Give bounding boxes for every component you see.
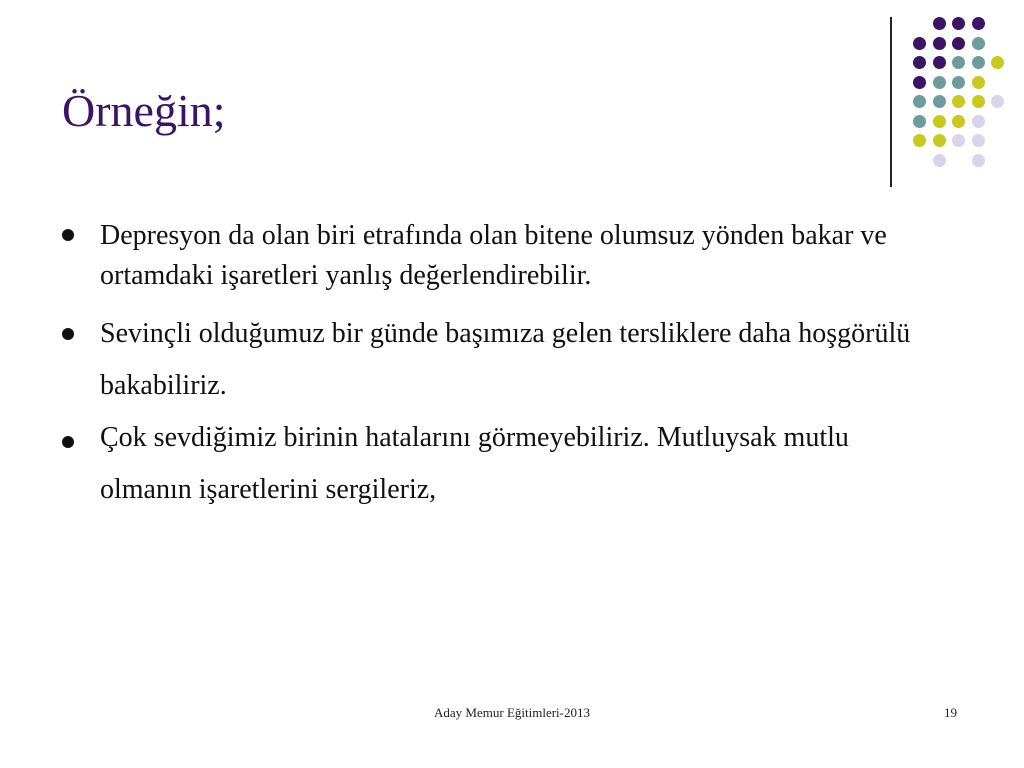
dot-grid-dot: [972, 37, 985, 50]
title-divider: [890, 17, 892, 187]
dot-grid-dot: [972, 56, 985, 69]
dot-grid-dot: [933, 37, 946, 50]
dot-grid-dot: [952, 17, 965, 30]
dot-grid-dot: [933, 17, 946, 30]
dot-grid-dot: [952, 95, 965, 108]
footer-text: Aday Memur Eğitimleri-2013: [434, 705, 590, 720]
dot-grid-dot: [991, 56, 1004, 69]
dot-grid-dot: [972, 134, 985, 147]
dot-grid-dot: [913, 76, 926, 89]
dot-grid-dot: [933, 95, 946, 108]
dot-grid-dot: [952, 76, 965, 89]
dot-grid-dot: [933, 76, 946, 89]
dot-grid-dot: [933, 154, 946, 167]
dot-grid-dot: [952, 37, 965, 50]
bullet-item: [60, 308, 920, 412]
bullet-text: Depresyon da olan biri etrafında olan bitene olumsuz yönden bakar ve ortamdaki işaretleri yanlış değerlendirebilir.: [100, 220, 887, 291]
dot-grid-dot: [972, 154, 985, 167]
dot-grid-dot: [972, 115, 985, 128]
bullet-text: Çok sevdiğimiz birinin hatalarını görmeyebiliriz. Mutluysak mutlu olmanın işaretlerini sergileriz,: [100, 422, 849, 505]
dot-grid-dot: [913, 37, 926, 50]
dot-grid-dot: [972, 95, 985, 108]
bullet-text: Sevinçli olduğumuz bir günde başımıza gelen tersliklere daha hoşgörülü bakabiliriz.: [100, 318, 911, 401]
dot-grid-dot: [972, 76, 985, 89]
dot-grid-dot: [913, 115, 926, 128]
dot-grid-dot: [913, 95, 926, 108]
dot-grid-dot: [991, 95, 1004, 108]
dot-grid-dot: [933, 56, 946, 69]
dot-grid-dot: [972, 17, 985, 30]
dot-grid-dot: [933, 134, 946, 147]
bullet-icon: [62, 436, 74, 448]
bullet-icon: [62, 229, 74, 241]
dot-grid-dot: [952, 56, 965, 69]
dot-grid-dot: [933, 115, 946, 128]
slide-title: Örneğin;: [62, 85, 226, 136]
bullet-item: [60, 412, 920, 516]
dot-grid-dot: [952, 134, 965, 147]
page-number: 19: [944, 705, 957, 720]
bullet-item: [60, 216, 920, 296]
bullet-icon: [62, 328, 74, 340]
bullet-list: [60, 216, 920, 516]
dot-grid-dot: [913, 134, 926, 147]
dot-grid-dot: [952, 115, 965, 128]
dot-grid-dot: [913, 56, 926, 69]
